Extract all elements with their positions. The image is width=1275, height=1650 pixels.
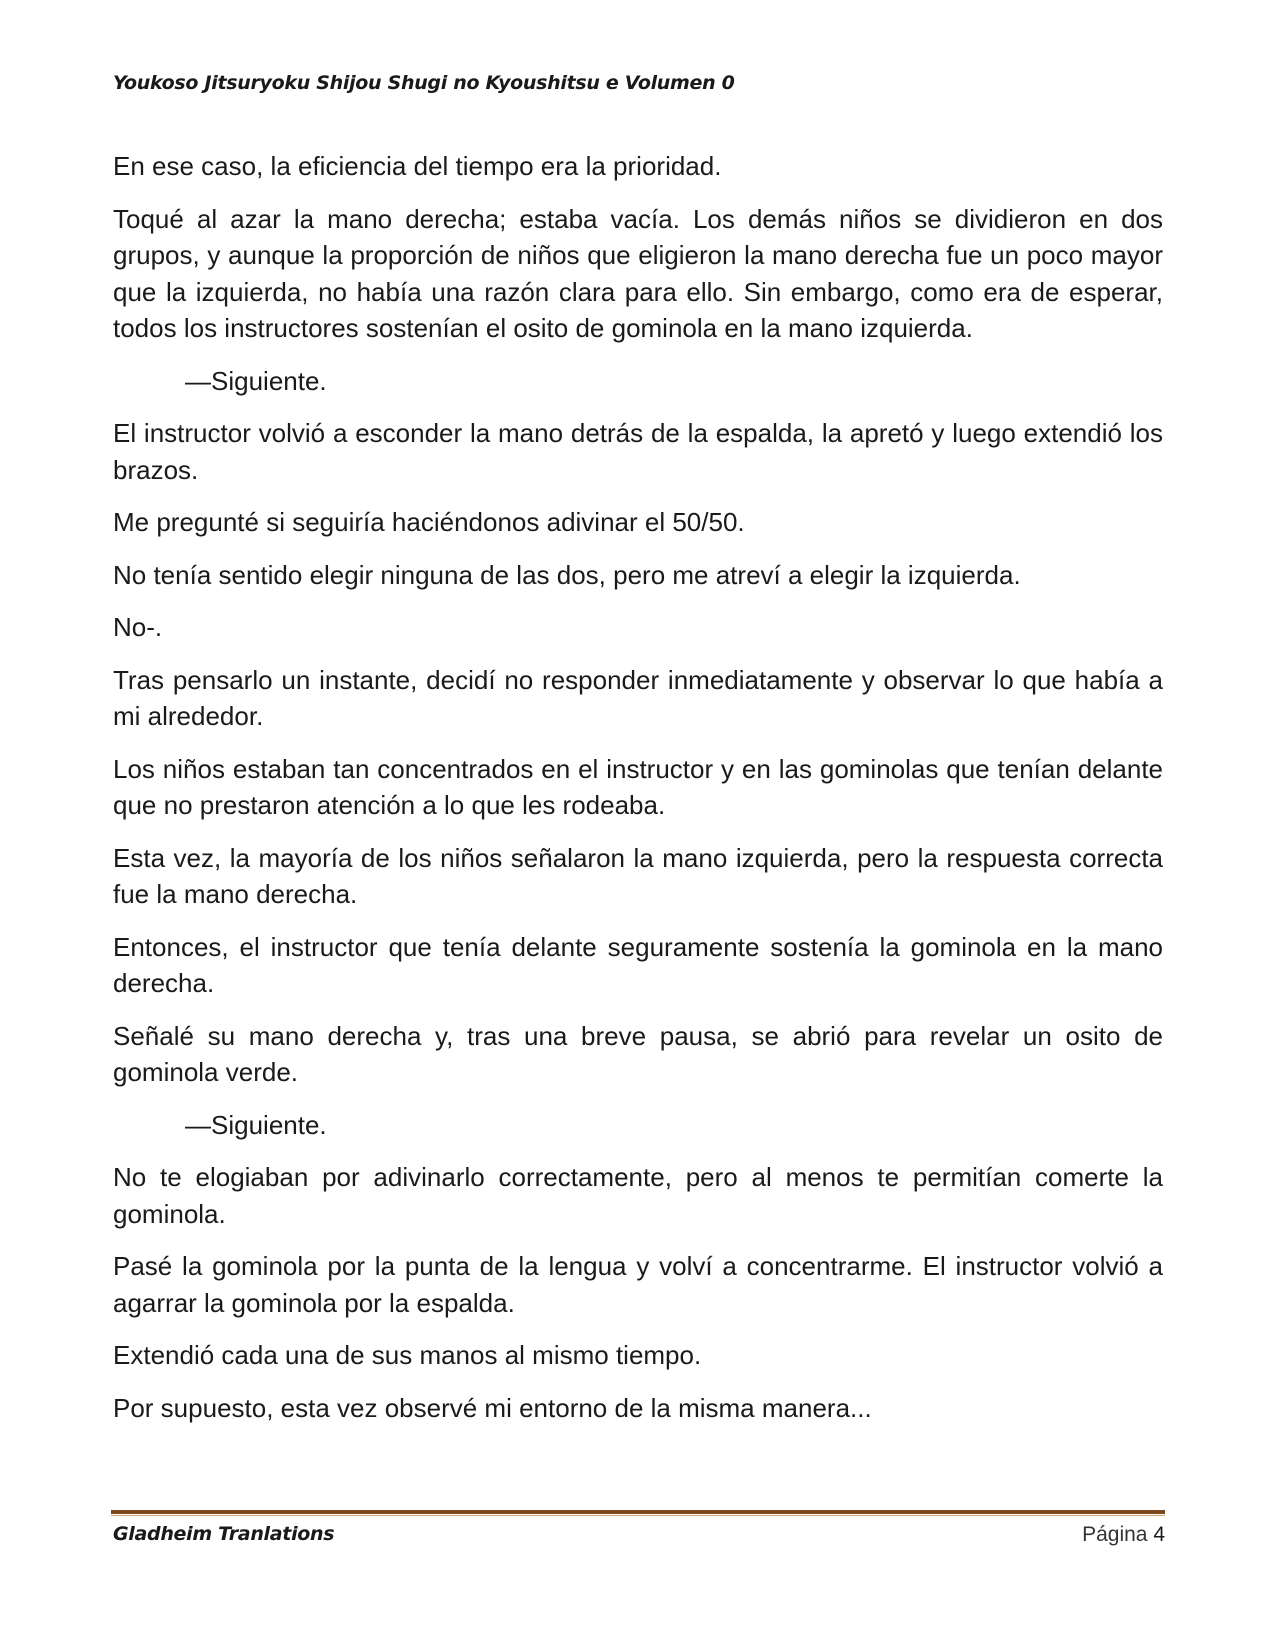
dialogue-line: —Siguiente.	[185, 1109, 327, 1140]
paragraph: Pasé la gominola por la punta de la lengua y volví a concentrarme. El instructor volvió a agarrar la gominola por la espalda.	[113, 1251, 1163, 1318]
page-number: 4	[1153, 1523, 1165, 1546]
paragraph: Extendió cada una de sus manos al mismo tiempo.	[113, 1340, 702, 1370]
running-header: Youkoso Jitsuryoku Shijou Shugi no Kyoushitsu e Volumen 0	[113, 72, 735, 94]
paragraph: No-.	[113, 612, 163, 642]
dialogue-line: —Siguiente.	[185, 365, 327, 396]
paragraph: Toqué al azar la mano derecha; estaba vacía. Los demás niños se dividieron en dos grupos, y aunque la proporción de niños que eligieron la mano derecha fue un poco mayor que la izquierda, no había una razón clara para ello. Sin embargo, como era de esperar, todos los instructores sostenían el osito de gominola en la mano izquierda.	[113, 203, 1163, 343]
paragraph: No te elogiaban por adivinarlo correctamente, pero al menos te permitían comerte la gominola.	[113, 1162, 1163, 1229]
paragraph: No tenía sentido elegir ninguna de las dos, pero me atreví a elegir la izquierda.	[113, 559, 1021, 590]
footer-translator: Gladheim Tranlations	[113, 1523, 335, 1545]
paragraph: Esta vez, la mayoría de los niños señalaron la mano izquierda, pero la respuesta correcta fue la mano derecha.	[113, 842, 1163, 909]
page-number-label	[1082, 1523, 1165, 1547]
paragraph: Los niños estaban tan concentrados en el instructor y en las gominolas que tenían delante que no prestaron atención a lo que les rodeaba.	[113, 753, 1163, 820]
paragraph: Tras pensarlo un instante, decidí no responder inmediatamente y observar lo que había a mi alrededor.	[113, 664, 1163, 731]
paragraph: Por supuesto, esta vez observé mi entorno de la misma manera...	[113, 1392, 872, 1423]
paragraph: Entonces, el instructor que tenía delante seguramente sostenía la gominola en la mano derecha.	[113, 931, 1163, 998]
paragraph: El instructor volvió a esconder la mano detrás de la espalda, la apretó y luego extendió los brazos.	[113, 418, 1163, 485]
footer-divider	[111, 1510, 1165, 1514]
paragraph: Me pregunté si seguiría haciéndonos adivinar el 50/50.	[113, 507, 745, 537]
paragraph: En ese caso, la eficiencia del tiempo era la prioridad.	[113, 151, 722, 181]
paragraph: Señalé su mano derecha y, tras una breve pausa, se abrió para revelar un osito de gominola verde.	[113, 1020, 1163, 1087]
page-label: Página	[1082, 1523, 1148, 1546]
body-text	[113, 148, 1163, 1442]
